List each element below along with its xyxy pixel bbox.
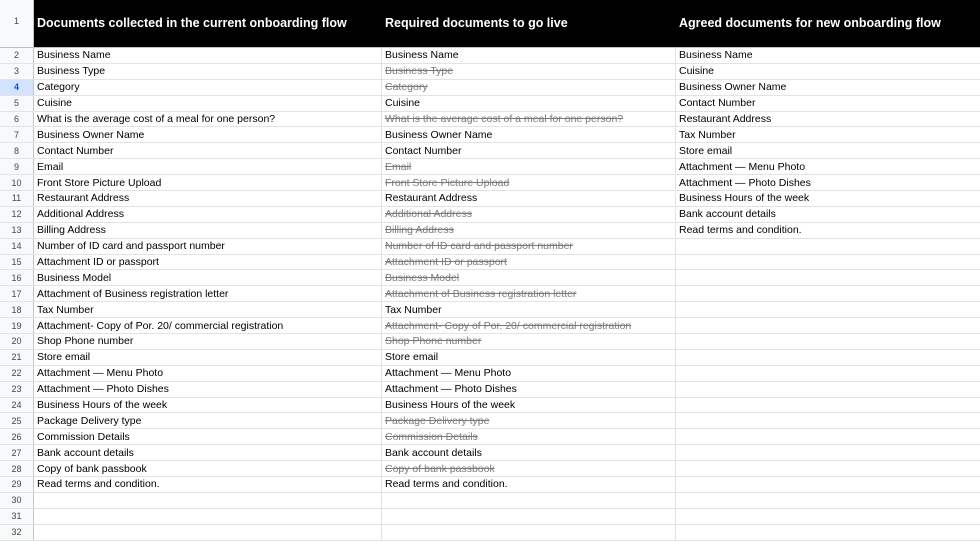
cell-required-docs[interactable]: Package Delivery type [382,413,676,428]
cell-agreed-docs[interactable] [676,525,980,540]
cell-current-flow[interactable]: Restaurant Address [34,191,382,206]
row-number[interactable]: 2 [0,48,34,63]
cell-required-docs[interactable] [382,493,676,508]
data-rows [0,48,980,541]
cell-agreed-docs[interactable] [676,461,980,476]
row-number[interactable]: 13 [0,223,34,238]
cell-current-flow[interactable]: Attachment of Business registration letter [34,286,382,301]
table-row [0,96,980,112]
cell-agreed-docs[interactable]: Bank account details [679,208,776,221]
row-number[interactable]: 6 [0,112,34,127]
cell-agreed-docs[interactable] [676,366,980,381]
table-row [0,255,980,271]
cell-agreed-docs[interactable] [676,445,980,460]
cell-agreed-docs[interactable]: Read terms and condition. [679,224,802,237]
cell-required-docs[interactable]: Contact Number [382,143,676,158]
cell-required-docs[interactable]: Read terms and condition. [382,477,676,492]
cell-agreed-docs[interactable] [676,318,980,333]
cell-current-flow[interactable]: Read terms and condition. [34,477,382,492]
cell-required-docs[interactable]: Business Type [382,64,676,79]
cell-required-docs[interactable]: Attachment ID or passport [382,255,676,270]
cell-current-flow[interactable]: Number of ID card and passport number [34,239,382,254]
row-number[interactable]: 32 [0,525,34,540]
cell-required-docs[interactable]: Email [382,159,676,174]
table-row [0,350,980,366]
cell-required-docs[interactable]: Commission Details [382,429,676,444]
cell-current-flow[interactable]: Email [34,159,382,174]
cell-current-flow[interactable]: Business Name [34,48,382,63]
table-row [0,48,980,64]
row-number[interactable]: 22 [0,366,34,381]
cell-required-docs[interactable]: Cuisine [382,96,676,111]
cell-required-docs[interactable]: Business Hours of the week [382,398,676,413]
row-number[interactable]: 23 [0,382,34,397]
cell-agreed-docs[interactable]: Tax Number [679,128,736,141]
cell-required-docs[interactable]: Bank account details [382,445,676,460]
row-number[interactable]: 31 [0,509,34,524]
row-number[interactable]: 25 [0,413,34,428]
table-row [0,80,980,96]
cell-current-flow[interactable]: Billing Address [34,223,382,238]
cell-required-docs[interactable]: Business Owner Name [382,127,676,142]
cell-agreed-docs[interactable] [676,302,980,317]
table-row [0,302,980,318]
header-row [0,0,980,48]
table-row [0,445,980,461]
header-cell-agreed-docs[interactable]: Agreed documents for new onboarding flow [676,0,980,47]
row-number[interactable]: 10 [0,175,34,190]
row-number[interactable]: 20 [0,334,34,349]
table-row [0,270,980,286]
cell-current-flow[interactable]: Category [34,80,382,95]
table-row [0,382,980,398]
row-number[interactable]: 7 [0,127,34,142]
cell-agreed-docs[interactable] [676,255,980,270]
cell-agreed-docs[interactable] [676,429,980,444]
cell-required-docs[interactable]: Business Name [382,48,676,63]
cell-current-flow[interactable]: Business Owner Name [34,127,382,142]
cell-required-docs[interactable]: Category [382,80,676,95]
table-row [0,413,980,429]
row-number[interactable]: 14 [0,239,34,254]
row-number[interactable]: 15 [0,255,34,270]
cell-required-docs[interactable]: Front Store Picture Upload [382,175,676,190]
table-row [0,191,980,207]
row-number[interactable]: 3 [0,64,34,79]
cell-current-flow[interactable]: Package Delivery type [34,413,382,428]
row-number[interactable]: 21 [0,350,34,365]
table-row [0,286,980,302]
table-row [0,239,980,255]
header-cell-current-flow[interactable]: Documents collected in the current onboarding flow [34,0,382,47]
row-number[interactable]: 19 [0,318,34,333]
cell-current-flow[interactable]: Attachment ID or passport [34,255,382,270]
table-row [0,159,980,175]
cell-agreed-docs[interactable] [676,398,980,413]
row-number[interactable]: 11 [0,191,34,206]
cell-agreed-docs[interactable] [676,350,980,365]
table-row [0,127,980,143]
table-row [0,175,980,191]
row-number[interactable]: 30 [0,493,34,508]
cell-required-docs[interactable]: Attachment — Menu Photo [382,366,676,381]
cell-agreed-docs[interactable] [676,477,980,492]
row-number[interactable]: 8 [0,143,34,158]
row-number[interactable]: 1 [0,0,34,47]
cell-required-docs[interactable] [382,525,676,540]
cell-current-flow[interactable]: Additional Address [34,207,382,222]
row-number[interactable]: 18 [0,302,34,317]
row-number[interactable]: 24 [0,398,34,413]
cell-current-flow[interactable]: Shop Phone number [34,334,382,349]
cell-required-docs[interactable]: Store email [382,350,676,365]
cell-required-docs[interactable]: Attachment- Copy of Por. 20/ commercial registration [382,318,676,333]
cell-required-docs[interactable]: Copy of bank passbook [382,461,676,476]
cell-required-docs[interactable]: Business Model [382,270,676,285]
row-number[interactable]: 26 [0,429,34,444]
cell-agreed-docs[interactable] [676,509,980,524]
cell-required-docs[interactable]: Shop Phone number [382,334,676,349]
table-row [0,509,980,525]
table-row [0,525,980,541]
row-number[interactable]: 9 [0,159,34,174]
cell-current-flow[interactable]: Store email [34,350,382,365]
table-row [0,207,980,223]
cell-current-flow[interactable] [34,525,382,540]
cell-current-flow[interactable]: What is the average cost of a meal for one person? [34,112,382,127]
cell-current-flow[interactable]: Business Model [34,270,382,285]
table-row [0,493,980,509]
table-row [0,64,980,80]
table-row [0,318,980,334]
table-row [0,334,980,350]
cell-agreed-docs[interactable]: Business Owner Name [679,81,787,94]
cell-current-flow[interactable]: Business Type [34,64,382,79]
table-row [0,398,980,414]
cell-agreed-docs[interactable]: Cuisine [679,65,715,78]
cell-agreed-docs[interactable] [676,413,980,428]
cell-current-flow[interactable]: Commission Details [34,429,382,444]
cell-current-flow[interactable]: Cuisine [34,96,382,111]
cell-agreed-docs[interactable]: Restaurant Address [679,113,772,125]
cell-agreed-docs[interactable]: Contact Number [679,97,756,110]
cell-required-docs[interactable]: Billing Address [382,223,676,238]
row-number[interactable]: 17 [0,286,34,301]
cell-agreed-docs[interactable] [676,334,980,349]
cell-agreed-docs[interactable]: Attachment — Menu Photo [679,160,806,173]
cell-agreed-docs[interactable] [676,239,980,254]
cell-required-docs[interactable]: Additional Address [382,207,676,222]
cell-agreed-docs[interactable] [676,493,980,508]
header-cell-required-docs[interactable]: Required documents to go live [382,0,676,47]
cell-required-docs[interactable]: Attachment of Business registration letter [382,286,676,301]
cell-agreed-docs[interactable]: Business Hours of the week [679,192,810,205]
cell-required-docs[interactable]: Restaurant Address [382,191,676,206]
cell-current-flow[interactable]: Tax Number [34,302,382,317]
table-row [0,112,980,128]
row-number[interactable]: 16 [0,270,34,285]
cell-required-docs[interactable] [382,509,676,524]
cell-current-flow[interactable]: Copy of bank passbook [34,461,382,476]
table-row [0,477,980,493]
cell-agreed-docs[interactable]: Store email [679,144,733,157]
cell-current-flow[interactable] [34,493,382,508]
cell-agreed-docs[interactable] [676,286,980,301]
row-number[interactable]: 5 [0,96,34,111]
cell-agreed-docs[interactable] [676,382,980,397]
table-row [0,461,980,477]
row-number[interactable]: 27 [0,445,34,460]
cell-agreed-docs[interactable]: Attachment — Photo Dishes [679,176,811,189]
cell-current-flow[interactable]: Attachment- Copy of Por. 20/ commercial registration [34,318,382,333]
cell-required-docs[interactable]: What is the average cost of a meal for one person? [382,112,676,127]
row-number[interactable]: 29 [0,477,34,492]
cell-required-docs[interactable]: Tax Number [382,302,676,317]
cell-agreed-docs[interactable]: Business Name [679,49,753,62]
cell-current-flow[interactable]: Business Hours of the week [34,398,382,413]
cell-current-flow[interactable] [34,509,382,524]
table-row [0,366,980,382]
row-number[interactable]: 4 [0,80,34,95]
cell-agreed-docs[interactable] [676,270,980,285]
row-number[interactable]: 28 [0,461,34,476]
cell-current-flow[interactable]: Attachment — Menu Photo [34,366,382,381]
cell-current-flow[interactable]: Front Store Picture Upload [34,175,382,190]
cell-current-flow[interactable]: Bank account details [34,445,382,460]
table-row [0,143,980,159]
cell-current-flow[interactable]: Contact Number [34,143,382,158]
cell-required-docs[interactable]: Attachment — Photo Dishes [382,382,676,397]
table-row [0,429,980,445]
cell-required-docs[interactable]: Number of ID card and passport number [382,239,676,254]
row-number[interactable]: 12 [0,207,34,222]
table-row [0,223,980,239]
cell-current-flow[interactable]: Attachment — Photo Dishes [34,382,382,397]
